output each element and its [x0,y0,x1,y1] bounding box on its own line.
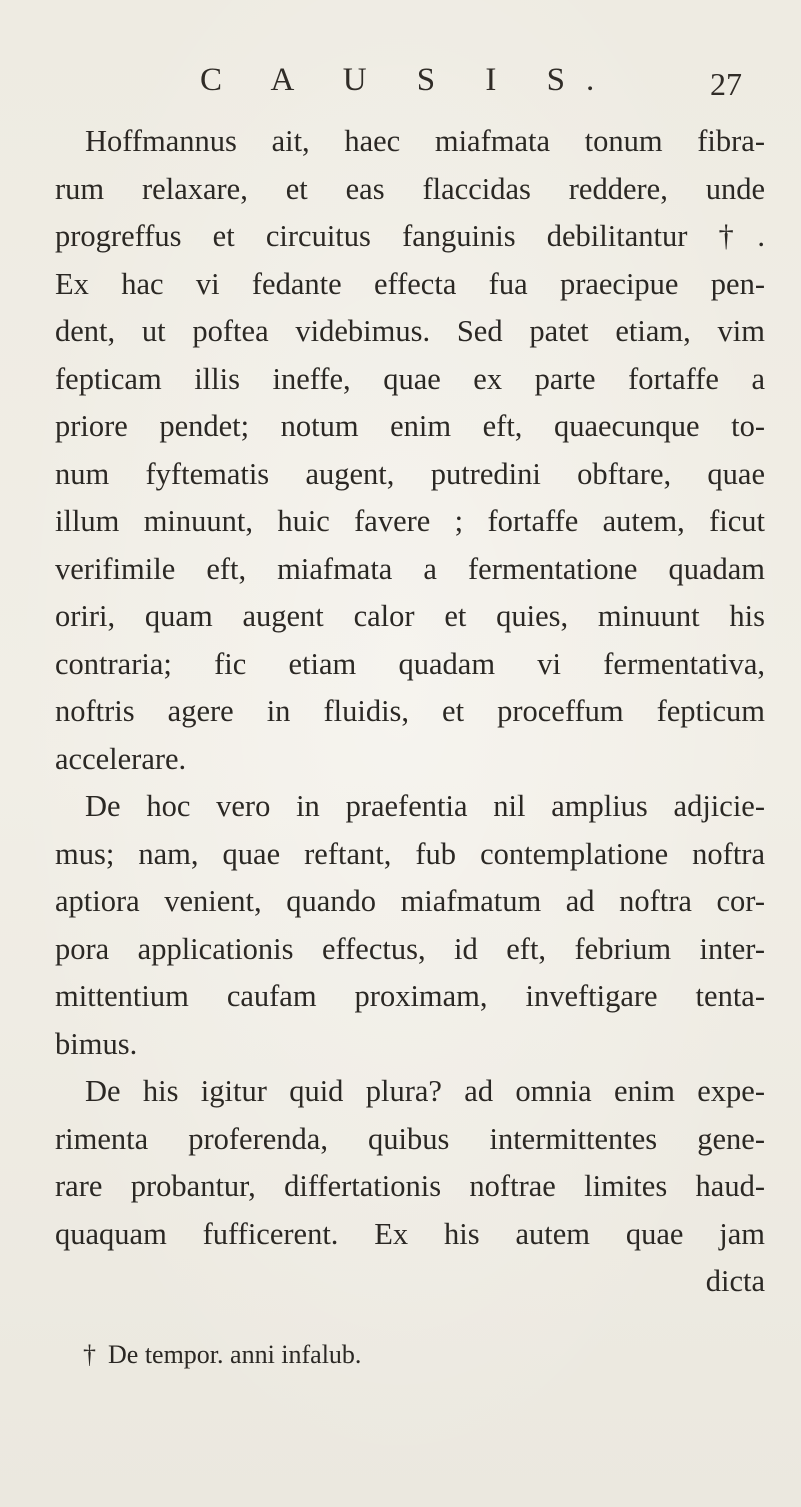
text-line: accelerare. [55,741,187,776]
text-line: bimus. [55,1026,138,1061]
text-line: quaquam fufficerent. Ex his autem quae jam [55,1216,765,1251]
text-line: verifimile eft, miafmata a fermentatione quadam [55,551,765,586]
text-line: oriri, quam augent calor et quies, minuunt his [55,599,765,633]
text-line: progreffus et circuitus fanguinis debilitantur †. [55,219,765,253]
catchword: dicta [705,1264,765,1298]
text-line: dent, ut poftea videbimus. Sed patet etiam, vim [55,314,765,348]
text-line: contraria; fic etiam quadam vi fermentativa, [55,646,765,681]
text-line: pora applicationis effectus, id eft, febrium inter- [55,931,765,966]
text-line: Hoffmannus ait, haec miafmata tonum fibra- [85,124,765,158]
footnote-text: De tempor. anni infalub. [108,1340,362,1369]
text-line: noftris agere in fluidis, et proceffum fepticum [55,694,765,728]
page-number: 27 [710,66,742,102]
text-line: Ex hac vi fedante effecta fua praecipue pen- [55,266,765,301]
text-line: mittentium caufam proximam, inveftigare tenta- [55,979,765,1013]
text-line: illum minuunt, huic favere ; fortaffe autem, ficut [55,504,765,538]
footnote [83,1340,361,1370]
running-head [0,62,801,106]
footnote-marker: † [83,1340,96,1369]
text-line: De hoc vero in praefentia nil amplius adjicie- [85,789,765,823]
text-line: priore pendet; notum enim eft, quaecunque to- [55,409,765,443]
text-line: fepticam illis ineffe, quae ex parte fortaffe a [55,361,765,396]
text-line: rum relaxare, et eas flaccidas reddere, unde [55,171,765,206]
text-line: rare probantur, differtationis noftrae limites haud- [55,1169,765,1203]
text-line: mus; nam, quae reftant, fub contemplatione noftra [55,836,765,871]
text-line: num fyftematis augent, putredini obftare, quae [55,456,765,491]
text-line: aptiora venient, quando miafmatum ad noftra cor- [55,884,765,918]
running-head-title: C A U S I S. [200,62,616,98]
text-line: rimenta proferenda, quibus intermittentes gene- [55,1121,765,1156]
body-text [55,118,765,1306]
text-line: De his igitur quid plura? ad omnia enim expe- [85,1074,765,1108]
